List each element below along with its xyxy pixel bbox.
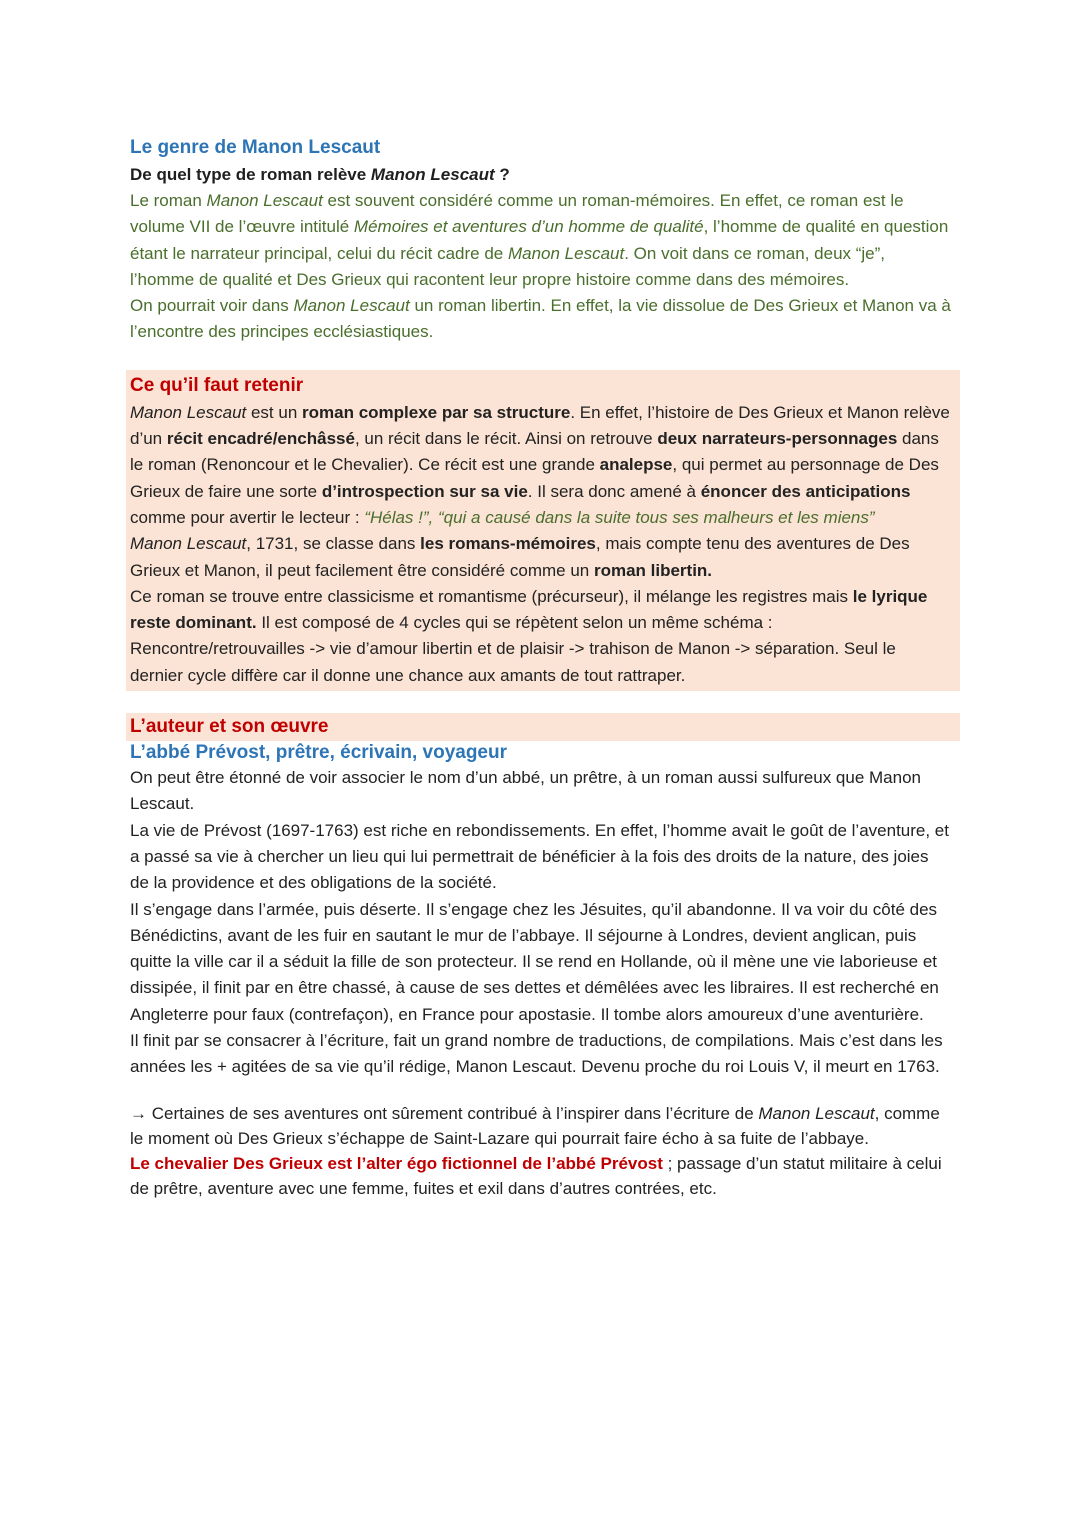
text-run: Manon Lescaut xyxy=(130,402,247,422)
genre-paragraph-2 xyxy=(130,293,952,346)
author-title-band xyxy=(126,713,960,741)
text-run: , comme le moment où Des Grieux s’échappe de Saint-Lazare qui pourrait faire écho à sa fuite de l’abbaye. xyxy=(130,1103,940,1148)
text-run: le lyrique reste dominant. xyxy=(130,586,928,633)
inspiration-paragraph xyxy=(130,1101,952,1151)
arrow-icon: → xyxy=(130,1103,147,1123)
text-run: , l’homme de qualité en question étant le narrateur principal, celui du récit cadre de xyxy=(130,217,949,263)
author-paragraph-3: Il s’engage dans l’armée, puis déserte. Il s’engage chez les Jésuites, qu’il abandonne. Il va voir du côté des Bénédictins, avant de les fuir en sautant le mur de l’abbaye. Il séjourne à Londres, devient anglican, puis quitte la ville car il a séduit la fille de son protecteur. Il se rend en Hollande, où il mène une vie laborieuse et dissipée, il finit par en être chassé, à cause de ses dettes et démêlées avec les libraires. Il est recherché en Angleterre pour faux (contrefaçon), en France pour apostasie. Il tombe alors amoureux d’une aventurière. xyxy=(130,899,939,1024)
text-run: Il est composé de 4 cycles qui se répètent selon un même schéma : Rencontre/retrouvailles -> vie d’amour libertin et de plaisir -> trahison de Manon -> séparation. Seul le dernier cycle diffère car il donne une chance aux amants de tout rattraper. xyxy=(130,613,896,685)
text-run: est un xyxy=(246,402,303,422)
section-title-genre: Le genre de Manon Lescaut xyxy=(130,137,381,158)
text-run: Ce roman se trouve entre classicisme et romantisme (précurseur), il mélange les registres mais xyxy=(130,586,853,606)
text-run: récit encadré/enchâssé xyxy=(166,429,355,449)
text-run: Manon Lescaut xyxy=(293,296,410,316)
inspiration-text xyxy=(130,1104,940,1148)
text-run: . Il sera donc amené à xyxy=(527,481,701,501)
text-run: roman libertin. xyxy=(593,560,713,580)
author-paragraph-4: Il finit par se consacrer à l’écriture, fait un grand nombre de traductions, de compilations. Mais c’est dans les années les + agitées de sa vie qu’il rédige, Manon Lescaut. Devenu proche du roi Louis V, il meurt en 1763. xyxy=(130,1031,943,1077)
question-text: De quel type de roman relève xyxy=(130,165,371,184)
text-run: deux narrateurs-personnages xyxy=(657,429,898,449)
text-run: , un récit dans le récit. Ainsi on retrouve xyxy=(354,429,658,449)
text-run: un roman libertin. En effet, la vie dissolue de Des Grieux et Manon va à l’encontre des principes ecclésiastiques. xyxy=(130,296,951,342)
summary-paragraph-2 xyxy=(130,531,952,584)
text-run: “Hélas !”, “qui a causé dans la suite tous ses malheurs et les miens” xyxy=(364,507,875,527)
summary-paragraph-3 xyxy=(130,584,952,689)
text-run: dans le roman (Renoncour et le Chevalier). Ce récit est une grande xyxy=(130,429,939,475)
text-run: . En effet, l’histoire de Des Grieux et Manon relève d’un xyxy=(130,402,950,449)
text-run: On pourrait voir dans xyxy=(130,296,294,316)
text-run: énoncer des anticipations xyxy=(700,481,911,501)
conclusion-paragraph xyxy=(130,1151,952,1201)
text-run: Manon Lescaut xyxy=(507,243,625,263)
text-run: Certaines de ses aventures ont sûrement contribué à l’inspirer dans l’écriture de xyxy=(147,1103,759,1123)
section-subtitle-prevost: L’abbé Prévost, prêtre, écrivain, voyageur xyxy=(130,742,507,764)
alter-ego-statement: Le chevalier Des Grieux est l’alter égo fictionnel de l’abbé Prévost xyxy=(130,1153,663,1173)
text-run: Le roman xyxy=(130,191,207,210)
text-run: d’introspection sur sa vie xyxy=(321,481,528,501)
text-run: est souvent considéré comme un roman-mémoires. En effet, ce roman est le volume VII de l’œuvre intitulé xyxy=(130,191,904,237)
text-run: roman complexe par sa structure xyxy=(302,402,571,422)
text-run: . On voit dans ce roman, deux “je”, l’homme de qualité et Des Grieux qui racontent leur propre histoire comme dans des mémoires. xyxy=(130,243,886,289)
text-run: Manon Lescaut xyxy=(130,534,247,554)
text-run: , 1731, se classe dans xyxy=(246,534,421,554)
text-run: analepse xyxy=(599,455,673,475)
document-content xyxy=(130,134,952,1201)
conclusion-rest: ; passage d’un statut militaire à celui de prêtre, aventure avec une femme, fuites et exil dans d’autres contrées, etc. xyxy=(130,1153,942,1198)
author-paragraph-2: La vie de Prévost (1697-1763) est riche en rebondissements. En effet, l’homme avait le goût de l’aventure, et a passé sa vie à chercher un lieu qui lui permettrait de bénéficier à la fois des droits de la nature, des joies de la providence et des obligations de la société. xyxy=(130,820,949,893)
question-mark: ? xyxy=(494,165,510,184)
genre-paragraph-1 xyxy=(130,188,952,293)
summary-box xyxy=(126,370,960,691)
question-book-title: Manon Lescaut xyxy=(370,165,495,184)
text-run: les romans-mémoires xyxy=(420,534,596,554)
text-run: , mais compte tenu des aventures de Des Grieux et Manon, il peut facilement être considéré comme un xyxy=(130,534,910,580)
text-run: comme pour avertir le lecteur : xyxy=(130,507,365,527)
section-question xyxy=(130,162,952,188)
section-title-auteur: L’auteur et son œuvre xyxy=(130,716,329,738)
author-paragraph-1: On peut être étonné de voir associer le nom d’un abbé, un prêtre, à un roman aussi sulfureux que Manon Lescaut. xyxy=(130,768,921,814)
summary-paragraph-1 xyxy=(130,400,952,531)
text-run: , qui permet au personnage de Des Grieux de faire une sorte xyxy=(130,455,939,501)
text-run: Mémoires et aventures d’un homme de qualité xyxy=(353,217,704,237)
text-run: Manon Lescaut xyxy=(206,191,323,210)
text-run: Manon Lescaut xyxy=(758,1103,875,1123)
section-title-retenir: Ce qu’il faut retenir xyxy=(130,374,304,396)
